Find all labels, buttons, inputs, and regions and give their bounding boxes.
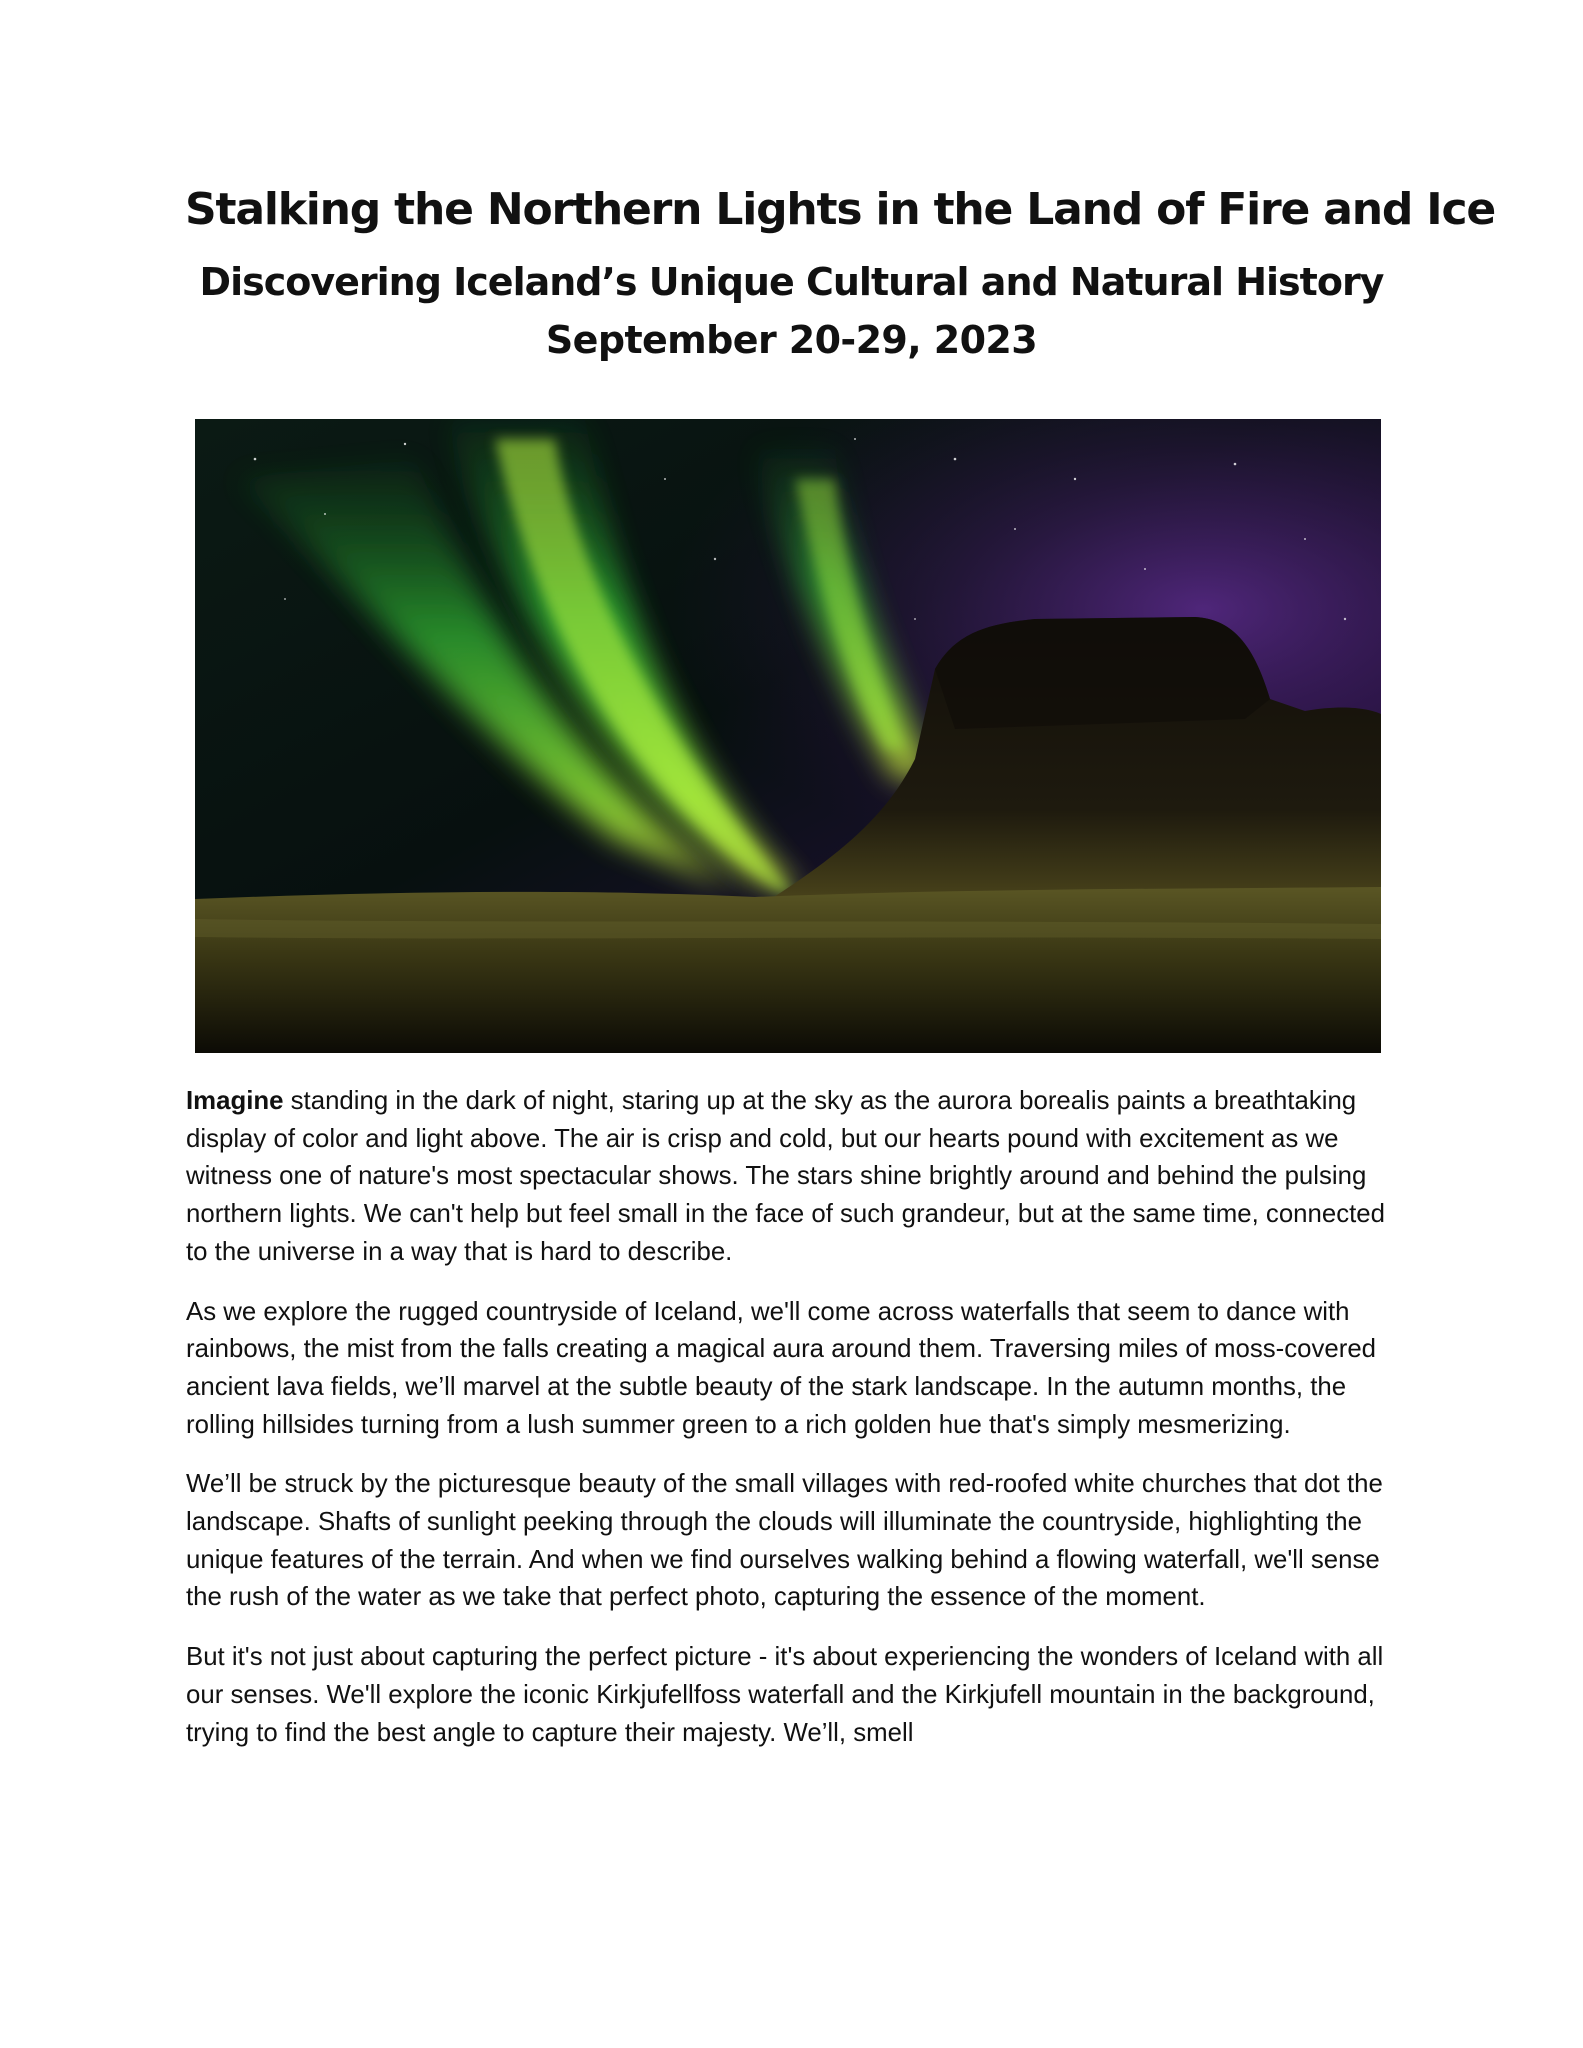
paragraph-3: We’ll be struck by the picturesque beauty of the small villages with red-roofed white churches that dot the landscape. Shafts of sunlight peeking through the clouds will illuminate the countryside, highlighting the unique features of the terrain. And when we find ourselves walking behind a flowing waterfall, we'll sense the rush of the water as we take that perfect photo, capturing the essence of the moment. <box>186 1470 1383 1612</box>
aurora-photo <box>195 419 1381 1053</box>
article-body <box>186 1083 1396 1774</box>
paragraph-1-text: standing in the dark of night, staring up at the sky as the aurora borealis paints a breathtaking display of color and light above. The air is crisp and cold, but our hearts pound with excitement as we witness one of nature's most spectacular shows. The stars shine brightly around and behind the pulsing northern lights. We can't help but feel small in the face of such grandeur, but at the same time, connected to the universe in a way that is hard to describe. <box>186 1087 1385 1266</box>
aurora-landscape-image <box>195 419 1381 1053</box>
paragraph-lead-word: Imagine <box>186 1087 284 1115</box>
paragraph-2: As we explore the rugged countryside of Iceland, we'll come across waterfalls that seem to dance with rainbows, the mist from the falls creating a magical aura around them. Traversing miles of moss-covered ancient lava fields, we’ll marvel at the subtle beauty of the stark landscape. In the autumn months, the rolling hillsides turning from a lush summer green to a rich golden hue that's simply mesmerizing. <box>186 1297 1377 1439</box>
paragraph-1 <box>186 1083 1396 1272</box>
paragraph-4: But it's not just about capturing the perfect picture - it's about experiencing the wonders of Iceland with all our senses. We'll explore the iconic Kirkjufellfoss waterfall and the Kirkjufell mountain in the background, trying to find the best angle to capture their majesty. We’ll, smell <box>186 1643 1384 1747</box>
document-title: Stalking the Northern Lights in the Land of Fire and Ice <box>185 184 1495 235</box>
trip-dates: September 20-29, 2023 <box>545 318 1038 362</box>
document-subtitle: Discovering Iceland’s Unique Cultural and Natural History <box>199 260 1384 304</box>
